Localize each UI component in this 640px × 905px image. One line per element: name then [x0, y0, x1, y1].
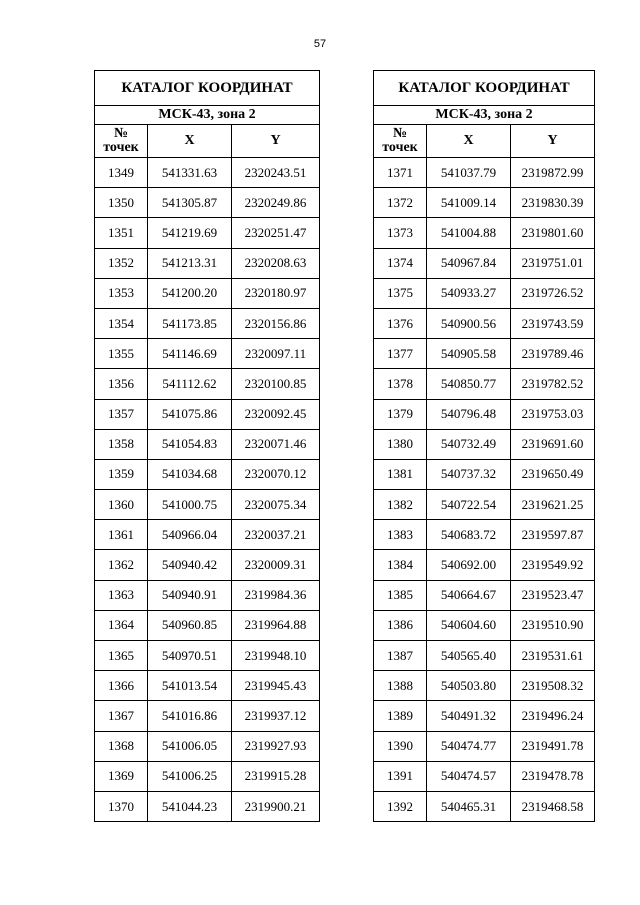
- point-number-cell: 1388: [374, 671, 427, 701]
- x-coordinate-cell: 540966.04: [148, 520, 232, 550]
- x-coordinate-cell: 540664.67: [427, 580, 511, 610]
- y-coordinate-cell: 2319964.88: [232, 610, 320, 640]
- y-coordinate-cell: 2319650.49: [511, 459, 595, 489]
- coordinate-catalog-table: [373, 70, 595, 822]
- table-row: [95, 731, 320, 761]
- column-header-x: X: [427, 125, 511, 158]
- point-number-cell: 1355: [95, 339, 148, 369]
- table-row: [374, 610, 595, 640]
- y-coordinate-cell: 2319872.99: [511, 158, 595, 188]
- table-row: [374, 731, 595, 761]
- y-coordinate-cell: 2319984.36: [232, 580, 320, 610]
- table-row: [95, 701, 320, 731]
- x-coordinate-cell: 541075.86: [148, 399, 232, 429]
- point-number-cell: 1376: [374, 308, 427, 338]
- x-coordinate-cell: 540722.54: [427, 490, 511, 520]
- y-coordinate-cell: 2319726.52: [511, 278, 595, 308]
- x-coordinate-cell: 541146.69: [148, 339, 232, 369]
- y-coordinate-cell: 2319491.78: [511, 731, 595, 761]
- x-coordinate-cell: 540933.27: [427, 278, 511, 308]
- x-coordinate-cell: 541305.87: [148, 188, 232, 218]
- x-coordinate-cell: 541013.54: [148, 671, 232, 701]
- table-row: [374, 701, 595, 731]
- table-row: [374, 580, 595, 610]
- table-row: [95, 761, 320, 791]
- coordinate-catalog-table: [94, 70, 320, 822]
- x-coordinate-cell: 540940.91: [148, 580, 232, 610]
- point-number-cell: 1366: [95, 671, 148, 701]
- table-subtitle: МСК-43, зона 2: [374, 106, 595, 125]
- x-coordinate-cell: 540967.84: [427, 248, 511, 278]
- y-coordinate-cell: 2320251.47: [232, 218, 320, 248]
- point-number-cell: 1383: [374, 520, 427, 550]
- table-row: [95, 308, 320, 338]
- point-number-cell: 1381: [374, 459, 427, 489]
- y-coordinate-cell: 2320156.86: [232, 308, 320, 338]
- table-row: [374, 490, 595, 520]
- x-coordinate-cell: 541044.23: [148, 791, 232, 821]
- table-row: [95, 550, 320, 580]
- y-coordinate-cell: 2319782.52: [511, 369, 595, 399]
- table-title: КАТАЛОГ КООРДИНАТ: [374, 71, 595, 106]
- table-row: [95, 671, 320, 701]
- x-coordinate-cell: 541213.31: [148, 248, 232, 278]
- point-number-cell: 1350: [95, 188, 148, 218]
- table-row: [95, 459, 320, 489]
- column-header-x: X: [148, 125, 232, 158]
- table-body: [374, 158, 595, 822]
- y-coordinate-cell: 2319801.60: [511, 218, 595, 248]
- x-coordinate-cell: 541037.79: [427, 158, 511, 188]
- y-coordinate-cell: 2319753.03: [511, 399, 595, 429]
- point-number-cell: 1390: [374, 731, 427, 761]
- y-coordinate-cell: 2319915.28: [232, 761, 320, 791]
- point-number-cell: 1363: [95, 580, 148, 610]
- table-row: [95, 278, 320, 308]
- x-coordinate-cell: 540900.56: [427, 308, 511, 338]
- x-coordinate-cell: 540692.00: [427, 550, 511, 580]
- x-coordinate-cell: 541054.83: [148, 429, 232, 459]
- point-number-cell: 1372: [374, 188, 427, 218]
- x-coordinate-cell: 540796.48: [427, 399, 511, 429]
- point-number-cell: 1354: [95, 308, 148, 338]
- point-number-cell: 1353: [95, 278, 148, 308]
- y-coordinate-cell: 2319789.46: [511, 339, 595, 369]
- table-row: [374, 671, 595, 701]
- y-coordinate-cell: 2319743.59: [511, 308, 595, 338]
- y-coordinate-cell: 2319621.25: [511, 490, 595, 520]
- x-coordinate-cell: 541016.86: [148, 701, 232, 731]
- table-row: [95, 339, 320, 369]
- y-coordinate-cell: 2319510.90: [511, 610, 595, 640]
- y-coordinate-cell: 2320097.11: [232, 339, 320, 369]
- table-row: [374, 369, 595, 399]
- table-body: [95, 158, 320, 822]
- y-coordinate-cell: 2319531.61: [511, 641, 595, 671]
- y-coordinate-cell: 2319508.32: [511, 671, 595, 701]
- x-coordinate-cell: 540732.49: [427, 429, 511, 459]
- x-coordinate-cell: 540850.77: [427, 369, 511, 399]
- point-number-cell: 1375: [374, 278, 427, 308]
- point-number-cell: 1352: [95, 248, 148, 278]
- y-coordinate-cell: 2320070.12: [232, 459, 320, 489]
- table-row: [95, 218, 320, 248]
- x-coordinate-cell: 540604.60: [427, 610, 511, 640]
- point-number-cell: 1359: [95, 459, 148, 489]
- y-coordinate-cell: 2319900.21: [232, 791, 320, 821]
- point-number-cell: 1378: [374, 369, 427, 399]
- y-coordinate-cell: 2319549.92: [511, 550, 595, 580]
- point-number-cell: 1374: [374, 248, 427, 278]
- point-number-cell: 1358: [95, 429, 148, 459]
- table-row: [95, 188, 320, 218]
- point-number-cell: 1364: [95, 610, 148, 640]
- point-number-cell: 1356: [95, 369, 148, 399]
- point-number-cell: 1380: [374, 429, 427, 459]
- x-coordinate-cell: 540905.58: [427, 339, 511, 369]
- y-coordinate-cell: 2320100.85: [232, 369, 320, 399]
- point-number-cell: 1361: [95, 520, 148, 550]
- point-number-cell: 1377: [374, 339, 427, 369]
- y-coordinate-cell: 2319523.47: [511, 580, 595, 610]
- x-coordinate-cell: 540970.51: [148, 641, 232, 671]
- y-coordinate-cell: 2320092.45: [232, 399, 320, 429]
- table-row: [374, 459, 595, 489]
- table-row: [374, 791, 595, 821]
- table-row: [95, 610, 320, 640]
- page-number: 57: [313, 38, 327, 50]
- point-number-cell: 1360: [95, 490, 148, 520]
- point-number-cell: 1369: [95, 761, 148, 791]
- table-row: [374, 308, 595, 338]
- table-row: [374, 429, 595, 459]
- table-row: [374, 158, 595, 188]
- table-row: [95, 641, 320, 671]
- x-coordinate-cell: 540474.57: [427, 761, 511, 791]
- x-coordinate-cell: 541219.69: [148, 218, 232, 248]
- table-row: [95, 369, 320, 399]
- x-coordinate-cell: 540565.40: [427, 641, 511, 671]
- x-coordinate-cell: 540960.85: [148, 610, 232, 640]
- x-coordinate-cell: 541006.25: [148, 761, 232, 791]
- y-coordinate-cell: 2320009.31: [232, 550, 320, 580]
- point-number-cell: 1367: [95, 701, 148, 731]
- y-coordinate-cell: 2320180.97: [232, 278, 320, 308]
- x-coordinate-cell: 540940.42: [148, 550, 232, 580]
- x-coordinate-cell: 540491.32: [427, 701, 511, 731]
- point-number-cell: 1384: [374, 550, 427, 580]
- table-row: [95, 248, 320, 278]
- x-coordinate-cell: 541331.63: [148, 158, 232, 188]
- x-coordinate-cell: 541200.20: [148, 278, 232, 308]
- table-row: [374, 761, 595, 791]
- y-coordinate-cell: 2319691.60: [511, 429, 595, 459]
- point-number-cell: 1382: [374, 490, 427, 520]
- table-row: [95, 490, 320, 520]
- x-coordinate-cell: 540683.72: [427, 520, 511, 550]
- y-coordinate-cell: 2320037.21: [232, 520, 320, 550]
- point-number-cell: 1379: [374, 399, 427, 429]
- point-number-cell: 1365: [95, 641, 148, 671]
- table-row: [374, 641, 595, 671]
- y-coordinate-cell: 2320075.34: [232, 490, 320, 520]
- x-coordinate-cell: 541006.05: [148, 731, 232, 761]
- y-coordinate-cell: 2319478.78: [511, 761, 595, 791]
- x-coordinate-cell: 541000.75: [148, 490, 232, 520]
- table-row: [374, 188, 595, 218]
- y-coordinate-cell: 2320243.51: [232, 158, 320, 188]
- y-coordinate-cell: 2319830.39: [511, 188, 595, 218]
- point-number-cell: 1373: [374, 218, 427, 248]
- table-row: [95, 791, 320, 821]
- point-number-cell: 1370: [95, 791, 148, 821]
- x-coordinate-cell: 541034.68: [148, 459, 232, 489]
- table-row: [95, 520, 320, 550]
- point-number-cell: 1351: [95, 218, 148, 248]
- table-subtitle: МСК-43, зона 2: [95, 106, 320, 125]
- y-coordinate-cell: 2319945.43: [232, 671, 320, 701]
- table-row: [95, 399, 320, 429]
- x-coordinate-cell: 541173.85: [148, 308, 232, 338]
- point-number-cell: 1391: [374, 761, 427, 791]
- x-coordinate-cell: 540474.77: [427, 731, 511, 761]
- table-title: КАТАЛОГ КООРДИНАТ: [95, 71, 320, 106]
- point-number-cell: 1371: [374, 158, 427, 188]
- y-coordinate-cell: 2319496.24: [511, 701, 595, 731]
- x-coordinate-cell: 540737.32: [427, 459, 511, 489]
- y-coordinate-cell: 2319927.93: [232, 731, 320, 761]
- y-coordinate-cell: 2319948.10: [232, 641, 320, 671]
- table-row: [374, 278, 595, 308]
- y-coordinate-cell: 2320071.46: [232, 429, 320, 459]
- x-coordinate-cell: 541004.88: [427, 218, 511, 248]
- point-number-cell: 1368: [95, 731, 148, 761]
- point-number-cell: 1392: [374, 791, 427, 821]
- x-coordinate-cell: 540465.31: [427, 791, 511, 821]
- y-coordinate-cell: 2319597.87: [511, 520, 595, 550]
- table-row: [95, 580, 320, 610]
- column-header-y: Y: [232, 125, 320, 158]
- point-number-cell: 1389: [374, 701, 427, 731]
- point-number-cell: 1362: [95, 550, 148, 580]
- point-number-cell: 1349: [95, 158, 148, 188]
- x-coordinate-cell: 540503.80: [427, 671, 511, 701]
- point-number-cell: 1386: [374, 610, 427, 640]
- y-coordinate-cell: 2319751.01: [511, 248, 595, 278]
- column-header-point-number: № точек: [95, 125, 148, 158]
- table-row: [374, 550, 595, 580]
- y-coordinate-cell: 2319937.12: [232, 701, 320, 731]
- table-row: [374, 218, 595, 248]
- y-coordinate-cell: 2320208.63: [232, 248, 320, 278]
- table-row: [374, 248, 595, 278]
- point-number-cell: 1387: [374, 641, 427, 671]
- table-row: [95, 158, 320, 188]
- point-number-cell: 1385: [374, 580, 427, 610]
- table-row: [95, 429, 320, 459]
- column-header-y: Y: [511, 125, 595, 158]
- table-row: [374, 399, 595, 429]
- table-row: [374, 339, 595, 369]
- x-coordinate-cell: 541112.62: [148, 369, 232, 399]
- y-coordinate-cell: 2320249.86: [232, 188, 320, 218]
- column-header-point-number: № точек: [374, 125, 427, 158]
- point-number-cell: 1357: [95, 399, 148, 429]
- y-coordinate-cell: 2319468.58: [511, 791, 595, 821]
- table-row: [374, 520, 595, 550]
- x-coordinate-cell: 541009.14: [427, 188, 511, 218]
